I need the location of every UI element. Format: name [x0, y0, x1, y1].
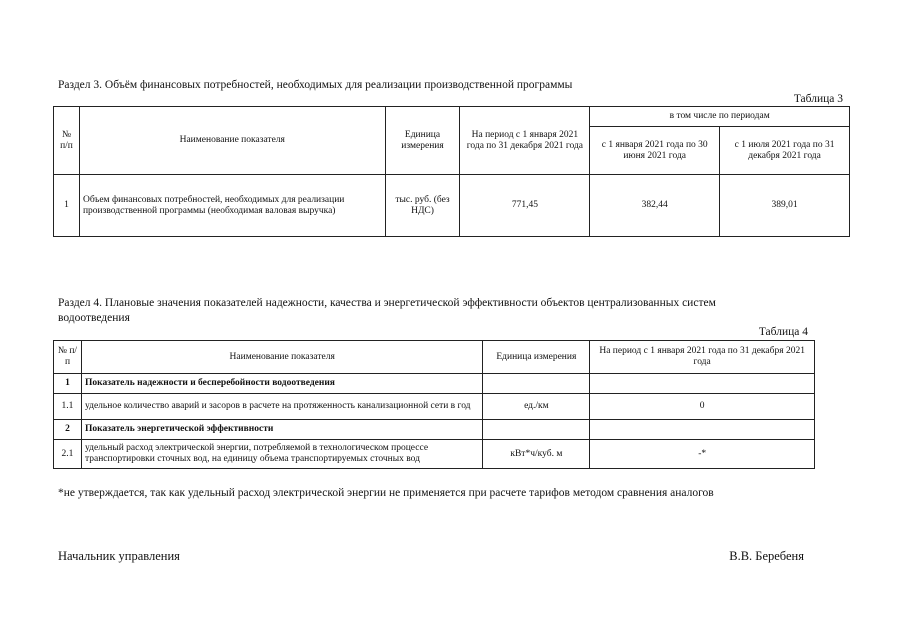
- t4-row-num: 1.1: [54, 394, 82, 420]
- t4-row-unit: [483, 374, 590, 394]
- t4-row-name: Показатель надежности и бесперебойности водоотведения: [81, 374, 482, 394]
- table4-label: Таблица 4: [758, 326, 808, 338]
- footnote: *не утверждается, так как удельный расход электрической энергии не применяется при расчете тарифов методом сравнения аналогов: [58, 487, 714, 499]
- t3-header-sub2: с 1 июля 2021 года по 31 декабря 2021 года: [720, 127, 850, 175]
- table3: [53, 106, 850, 237]
- t4-row-value: 0: [590, 394, 815, 420]
- t4-header-period: На период с 1 января 2021 года по 31 декабря 2021 года: [590, 341, 815, 374]
- table4: [53, 340, 815, 469]
- t4-row-num: 1: [54, 374, 82, 394]
- t4-row-num: 2: [54, 420, 82, 440]
- t4-header-num: № п/п: [54, 341, 82, 374]
- t4-row-unit: [483, 420, 590, 440]
- t3-row-name: Объем финансовых потребностей, необходимых для реализации производственной программы (необходимая валовая выручка): [79, 175, 385, 237]
- t4-header-unit: Единица измерения: [483, 341, 590, 374]
- t4-row-name: удельное количество аварий и засоров в расчете на протяженность канализационной сети в год: [81, 394, 482, 420]
- t3-header-name: Наименование показателя: [79, 107, 385, 175]
- table-row: [54, 440, 815, 469]
- t4-header-name: Наименование показателя: [81, 341, 482, 374]
- t4-row-value: [590, 420, 815, 440]
- t3-header-unit: Единица измерения: [385, 107, 460, 175]
- t4-row-value: -*: [590, 440, 815, 469]
- t3-header-by-periods: в том числе по периодам: [590, 107, 850, 127]
- signature-position: Начальник управления: [58, 549, 180, 563]
- t4-row-unit: ед./км: [483, 394, 590, 420]
- table-row: [54, 420, 815, 440]
- t3-header-num: № п/п: [54, 107, 80, 175]
- t4-row-num: 2.1: [54, 440, 82, 469]
- signature-name: В.В. Беребеня: [729, 549, 804, 563]
- table-row: [54, 374, 815, 394]
- section4-heading-line1: Раздел 4. Плановые значения показателей надежности, качества и энергетической эффективности объектов централизованных систем: [58, 297, 716, 309]
- t3-header-period: На период с 1 января 2021 года по 31 декабря 2021 года: [460, 107, 590, 175]
- t3-row-num: 1: [54, 175, 80, 237]
- t3-row-unit: тыс. руб. (без НДС): [385, 175, 460, 237]
- t4-row-name: удельный расход электрической энергии, потребляемой в технологическом процессе транспортировки сточных вод, на единицу объема транспортируемых сточных вод: [81, 440, 482, 469]
- t4-row-name: Показатель энергетической эффективности: [81, 420, 482, 440]
- t4-row-value: [590, 374, 815, 394]
- table-row: [54, 175, 850, 237]
- t3-row-p2: 389,01: [720, 175, 850, 237]
- section4-heading-line2: водоотведения: [58, 312, 130, 324]
- t3-row-p1: 382,44: [590, 175, 720, 237]
- table-row: [54, 394, 815, 420]
- t4-row-unit: кВт*ч/куб. м: [483, 440, 590, 469]
- t3-row-total: 771,45: [460, 175, 590, 237]
- table3-label: Таблица 3: [793, 93, 843, 105]
- t3-header-sub1: с 1 января 2021 года по 30 июня 2021 года: [590, 127, 720, 175]
- section3-heading: Раздел 3. Объём финансовых потребностей, необходимых для реализации производственной программы: [58, 79, 573, 91]
